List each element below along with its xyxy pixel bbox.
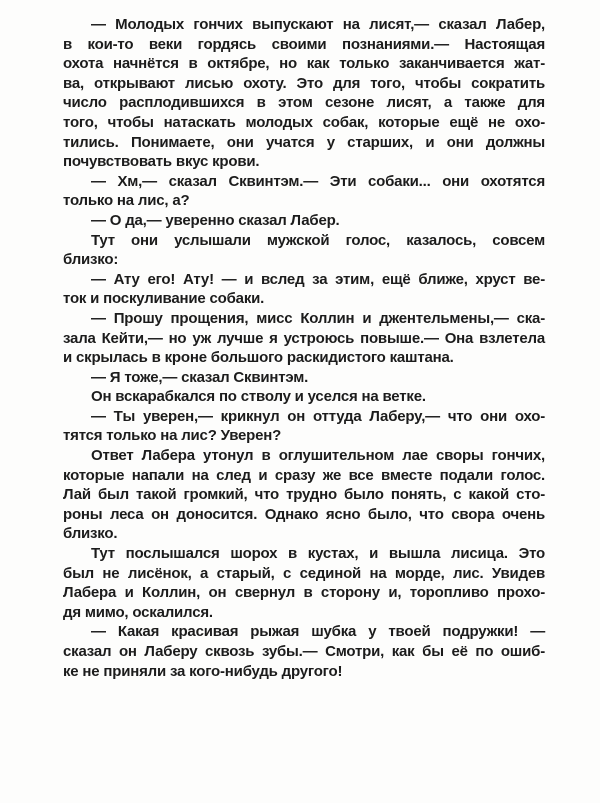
text-line: — Какая красивая рыжая шубка у твоей подружки! — bbox=[91, 623, 545, 641]
paragraph-7 bbox=[63, 368, 545, 388]
text-line: Тут послышался шорох в кустах, и вышла лисица. Это bbox=[91, 545, 545, 563]
text-line: ток и поскуливание собаки. bbox=[63, 290, 265, 308]
text-line: — Ату его! Ату! — и вслед за этим, ещё ближе, хруст ве- bbox=[91, 270, 545, 288]
text-line: близко: bbox=[63, 251, 119, 269]
text-line: которые напали на след и сразу же все вместе подали голос. bbox=[63, 466, 545, 484]
text-line: — Хм,— сказал Сквинтэм.— Эти собаки... они охотятся bbox=[91, 172, 545, 190]
text-line: Он вскарабкался по стволу и уселся на ветке. bbox=[91, 388, 426, 406]
text-line: Лай был такой громкий, что трудно было понять, с какой сто- bbox=[63, 486, 545, 504]
text-line: — Прошу прощения, мисс Коллин и джентельмены,— ска- bbox=[91, 309, 545, 327]
text-line: зала Кейти,— но уж лучше я устроюсь повыше.— Она взлетела bbox=[63, 329, 545, 347]
text-line: Ответ Лабера утонул в оглушительном лае своры гончих, bbox=[91, 447, 545, 465]
text-line: охота начнётся в октябре, но как только заканчивается жат- bbox=[63, 55, 545, 73]
text-line: Лабера и Коллин, он свернул в сторону и, торопливо прохо- bbox=[63, 584, 545, 602]
text-line: только на лис, а? bbox=[63, 192, 190, 210]
paragraph-10 bbox=[63, 446, 545, 544]
text-line: сказал он Лаберу сквозь зубы.— Смотри, как бы её по ошиб- bbox=[63, 643, 545, 660]
text-line: ва, открывают лисью охоту. Это для того, чтобы сократить bbox=[63, 74, 545, 92]
paragraph-12 bbox=[63, 622, 545, 681]
text-line: почувствовать вкус крови. bbox=[63, 153, 260, 171]
text-line: Тут они услышали мужской голос, казалось, совсем bbox=[91, 231, 545, 249]
text-line: — Я тоже,— сказал Сквинтэм. bbox=[91, 368, 309, 386]
paragraph-2 bbox=[63, 172, 545, 211]
paragraph-8 bbox=[63, 387, 545, 407]
text-line: и скрылась в кроне большого раскидистого каштана. bbox=[63, 349, 454, 367]
text-line: дя мимо, оскалился. bbox=[63, 603, 213, 621]
paragraph-1 bbox=[63, 15, 545, 172]
paragraph-3 bbox=[63, 211, 545, 231]
text-line: роны леса он доносится. Однако ясно было, что свора очень bbox=[63, 505, 545, 523]
text-line: — Молодых гончих выпускают на лисят,— сказал Лабер, bbox=[91, 16, 545, 33]
text-line: — Ты уверен,— крикнул он оттуда Лаберу,— что они охо- bbox=[91, 407, 545, 425]
text-line: того, чтобы натаскать молодых собак, которые ещё не охо- bbox=[63, 113, 545, 131]
text-line: — О да,— уверенно сказал Лабер. bbox=[91, 211, 340, 229]
text-block bbox=[63, 15, 545, 681]
text-line: тятся только на лис? Уверен? bbox=[63, 427, 282, 445]
paragraph-6 bbox=[63, 309, 545, 368]
text-line: число расплодившихся в этом сезоне лисят, а также для bbox=[63, 94, 545, 112]
paragraph-9 bbox=[63, 407, 545, 446]
text-line: был не лисёнок, а старый, с сединой на морде, лис. Увидев bbox=[63, 564, 545, 582]
text-line: в кои-то веки гордясь своими познаниями.— Настоящая bbox=[63, 35, 545, 53]
text-line: близко. bbox=[63, 525, 118, 543]
paragraph-4 bbox=[63, 231, 545, 270]
paragraph-11 bbox=[63, 544, 545, 622]
paragraph-5 bbox=[63, 270, 545, 309]
text-line: тились. Понимаете, они учатся у старших, и они должны bbox=[63, 133, 545, 151]
text-line: ке не приняли за кого-нибудь другого! bbox=[63, 662, 343, 680]
